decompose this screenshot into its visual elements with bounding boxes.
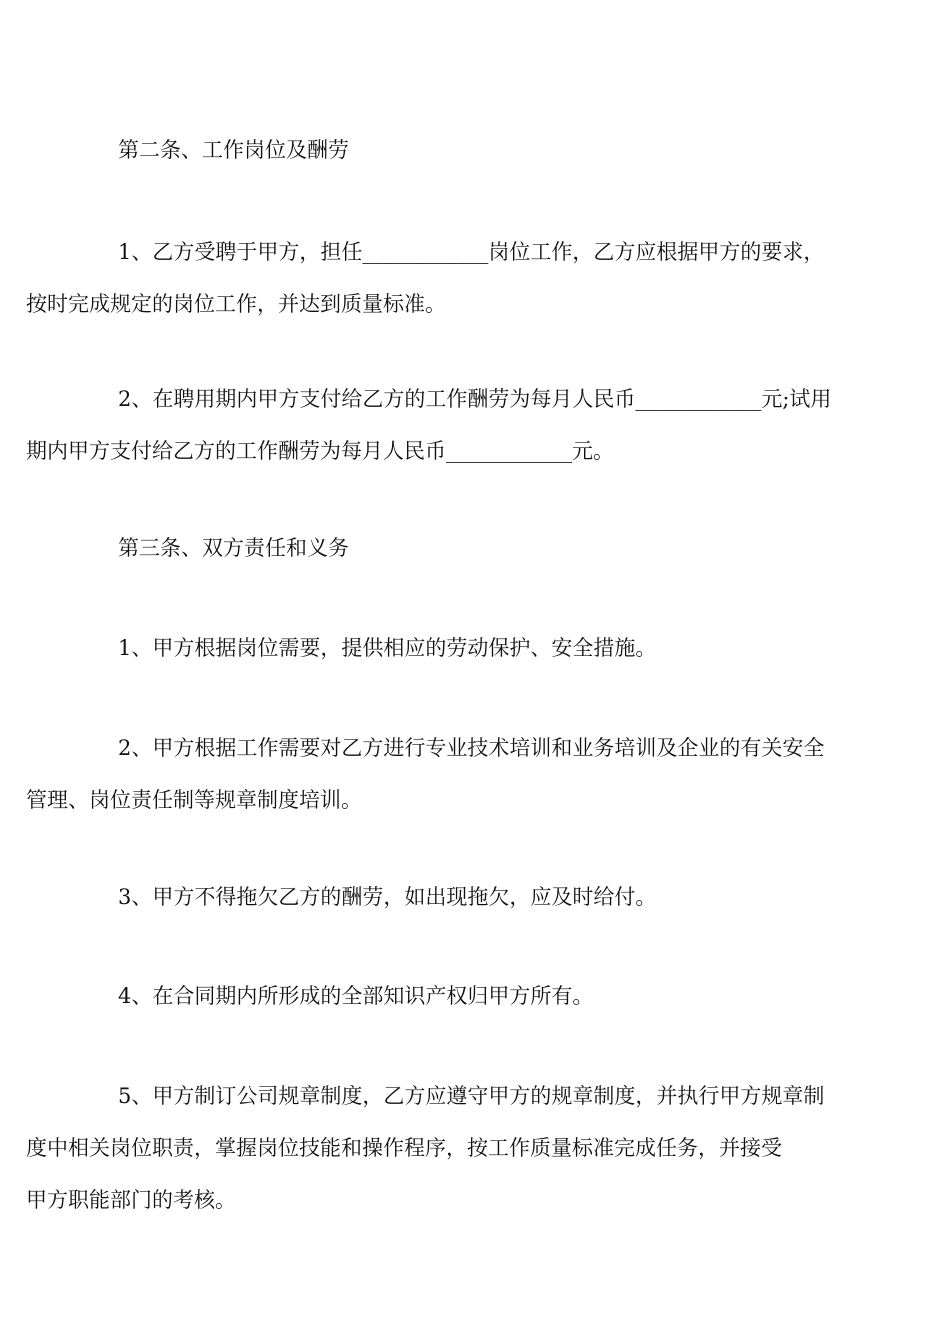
text-line: 管理、岗位责任制等规章制度培训。 — [26, 788, 362, 812]
text-line: 5、甲方制订公司规章制度，乙方应遵守甲方的规章制度，并执行甲方规章制 — [118, 1084, 825, 1108]
text-line: 度中相关岗位职责，掌握岗位技能和操作程序，按工作质量标准完成任务，并接受 — [26, 1136, 782, 1160]
text-line: 按时完成规定的岗位工作，并达到质量标准。 — [26, 292, 446, 316]
article-2-heading — [72, 124, 880, 176]
text-line: 甲方职能部门的考核。 — [26, 1188, 236, 1212]
article-2-clause-2 — [26, 373, 880, 477]
text-line: 3、甲方不得拖欠乙方的酬劳，如出现拖欠，应及时给付。 — [118, 885, 657, 909]
text-line: 第二条、工作岗位及酬劳 — [118, 138, 349, 162]
article-3-clause-3 — [72, 871, 880, 923]
text-line: 1、乙方受聘于甲方，担任____________岗位工作，乙方应根据甲方的要求， — [118, 240, 825, 264]
article-2-clause-1 — [26, 226, 880, 330]
text-line: 1、甲方根据岗位需要，提供相应的劳动保护、安全措施。 — [118, 636, 657, 660]
text-line: 4、在合同期内所形成的全部知识产权归甲方所有。 — [118, 984, 594, 1008]
text-line: 2、在聘用期内甲方支付给乙方的工作酬劳为每月人民币____________元;试用 — [118, 387, 832, 411]
article-3-clause-5 — [26, 1070, 880, 1226]
text-line: 2、甲方根据工作需要对乙方进行专业技术培训和业务培训及企业的有关安全 — [118, 736, 825, 760]
article-3-clause-4 — [72, 970, 880, 1022]
text-line: 第三条、双方责任和义务 — [118, 536, 349, 560]
text-line: 期内甲方支付给乙方的工作酬劳为每月人民币____________元。 — [26, 439, 614, 463]
article-3-clause-1 — [72, 622, 880, 674]
article-3-clause-2 — [26, 722, 880, 826]
article-3-heading — [72, 522, 880, 574]
